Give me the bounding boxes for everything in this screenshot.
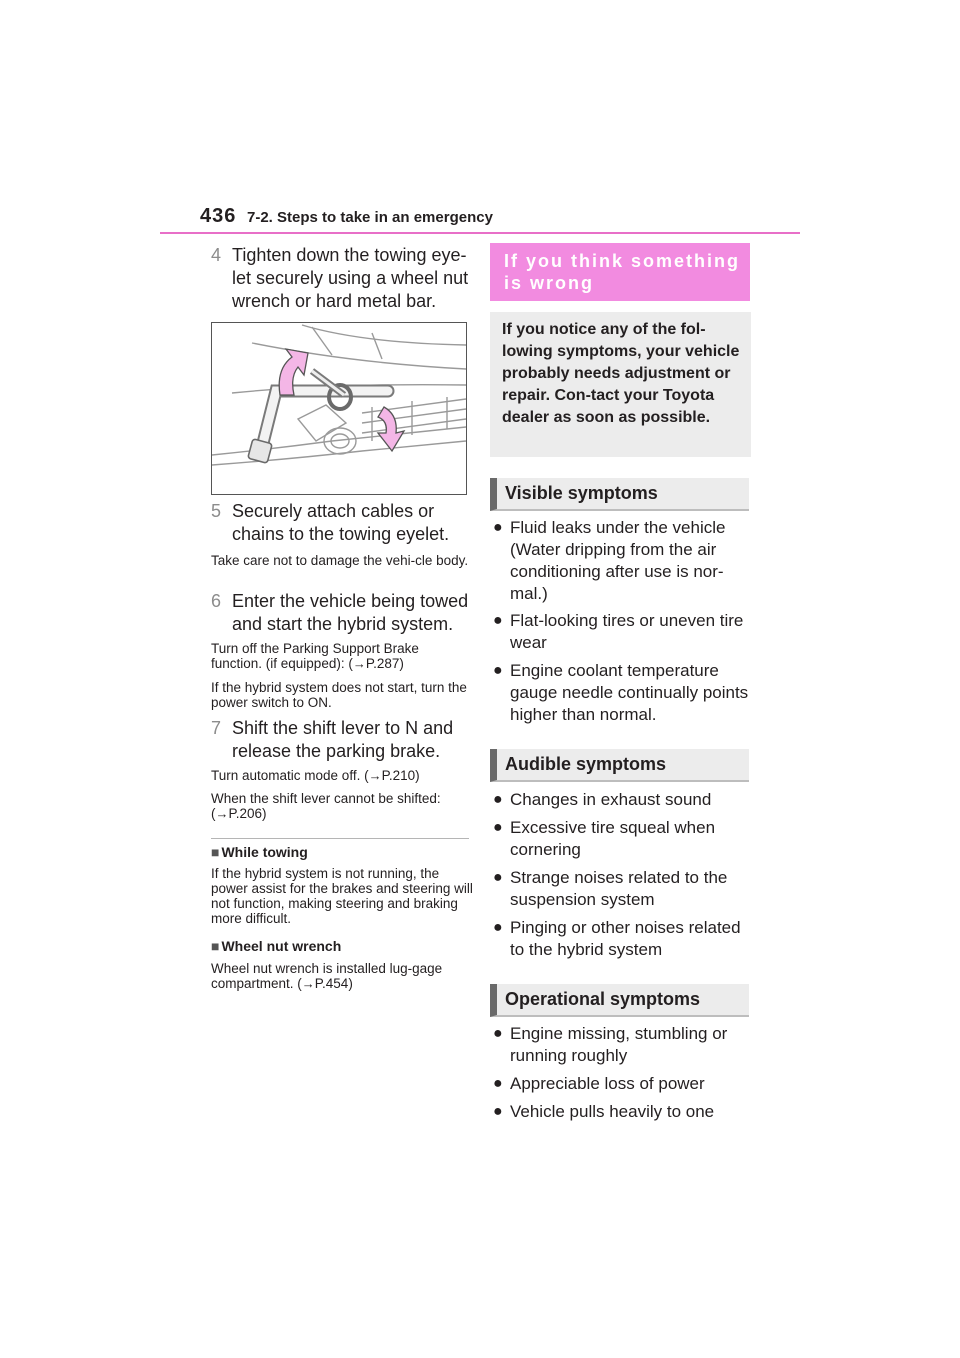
list-item: ● Flat-looking tires or uneven tire wear xyxy=(493,611,744,652)
step-5 xyxy=(211,500,473,546)
bullet-icon: ● xyxy=(493,919,503,936)
list-item: ● Vehicle pulls heavily to one xyxy=(493,1102,715,1121)
bullet-icon: ● xyxy=(493,1075,503,1092)
step-text: Securely attach cables or chains to the towing eyelet. xyxy=(232,501,450,544)
section-banner-title: If you think something is wrong xyxy=(504,251,740,293)
operational-symptoms-heading: Operational symptoms xyxy=(490,984,749,1017)
list-item: ● Fluid leaks under the vehicle (Water dripping from the air conditioning after use is nor-mal.) xyxy=(493,518,726,603)
step-text: Enter the vehicle being towed and start the hybrid system. xyxy=(232,591,469,634)
arrow-icon: → xyxy=(301,976,315,991)
step-text: Shift the shift lever to N and release the parking brake. xyxy=(232,718,454,761)
towing-eyelet-illustration xyxy=(211,322,467,495)
bullet-icon: ● xyxy=(493,1025,503,1042)
arrow-icon: → xyxy=(215,806,229,821)
bullet-icon: ● xyxy=(493,662,503,679)
wrench-illustration-svg xyxy=(212,323,466,494)
wheel-nut-wrench-text: Wheel nut wrench is installed lug-gage compartment. (→P.454) xyxy=(211,961,443,991)
page-reference-link[interactable]: P.210 xyxy=(381,768,416,783)
bullet-icon: ● xyxy=(493,1103,503,1120)
bullet-icon: ● xyxy=(493,519,503,536)
list-item: ● Engine missing, stumbling or running roughly xyxy=(493,1024,728,1065)
step-7 xyxy=(211,717,473,763)
while-towing-text: If the hybrid system is not running, the power assist for the brakes and steering will not function, making steering and braking more difficult. xyxy=(211,866,473,926)
list-item: ● Pinging or other noises related to the hybrid system xyxy=(493,918,741,959)
step-number: 4 xyxy=(211,245,222,265)
step-6-note-a: Turn off the Parking Support Brake function. (if equipped): (→P.287) xyxy=(211,641,419,671)
step-number: 5 xyxy=(211,501,222,521)
step-number: 6 xyxy=(211,591,222,611)
step-4 xyxy=(211,244,473,313)
rotate-arrow-down xyxy=(378,407,404,451)
list-item: ● Changes in exhaust sound xyxy=(493,790,712,809)
step-number: 7 xyxy=(211,718,222,738)
page-reference-link[interactable]: P.206 xyxy=(228,806,263,821)
section-title: 7-2. Steps to take in an emergency xyxy=(247,209,493,226)
square-bullet-icon: ■ xyxy=(211,938,220,954)
arrow-icon: → xyxy=(368,768,382,783)
step-7-note-b: When the shift lever cannot be shifted: (→P.206) xyxy=(211,791,441,821)
square-bullet-icon: ■ xyxy=(211,844,220,860)
step-7-note-a: Turn automatic mode off. (→P.210) xyxy=(211,768,420,783)
arrow-icon: → xyxy=(352,656,366,671)
bullet-icon: ● xyxy=(493,791,503,808)
step-6-note-b: If the hybrid system does not start, turn the power switch to ON. xyxy=(211,680,467,710)
intro-text: If you notice any of the fol-lowing symptoms, your vehicle probably needs adjustment or repair. Con-tact your Toyota dealer as soon as possible. xyxy=(502,321,740,426)
bullet-icon: ● xyxy=(493,869,503,886)
step-6 xyxy=(211,590,473,636)
while-towing-heading: ■ While towing xyxy=(211,844,308,860)
divider xyxy=(211,838,469,839)
header-rule xyxy=(160,232,800,234)
step-5-note: Take care not to damage the vehi-cle body. xyxy=(211,553,469,568)
list-item: ● Engine coolant temperature gauge needle continually points higher than normal. xyxy=(493,661,749,724)
wheel-nut-wrench-heading: ■ Wheel nut wrench xyxy=(211,938,342,954)
list-item: ● Strange noises related to the suspension system xyxy=(493,868,728,909)
page-reference-link[interactable]: P.287 xyxy=(365,656,400,671)
audible-symptoms-heading: Audible symptoms xyxy=(490,749,749,782)
list-item: ● Excessive tire squeal when cornering xyxy=(493,818,716,859)
bullet-icon: ● xyxy=(493,819,503,836)
page-reference-link[interactable]: P.454 xyxy=(314,976,349,991)
visible-symptoms-heading: Visible symptoms xyxy=(490,478,749,511)
list-item: ● Appreciable loss of power xyxy=(493,1074,705,1093)
step-text: Tighten down the towing eye-let securely using a wheel nut wrench or hard metal bar. xyxy=(232,245,469,311)
bullet-icon: ● xyxy=(493,612,503,629)
page-number: 436 xyxy=(200,205,237,227)
